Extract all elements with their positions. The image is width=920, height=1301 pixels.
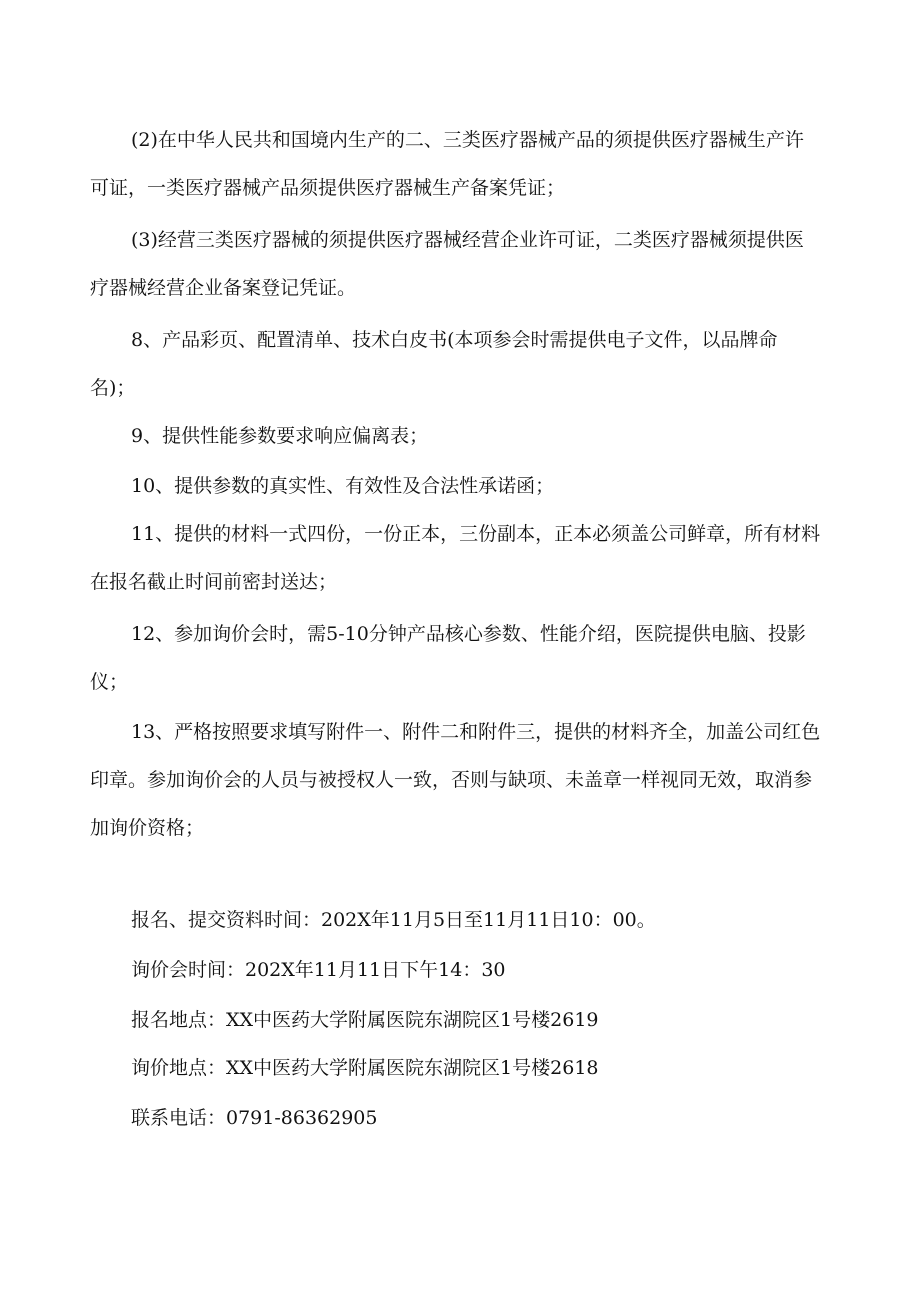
paragraph-item-11 xyxy=(90,510,850,606)
inquiry-place: 询价地点：XX中医药大学附属医院东湖院区1号楼2618 xyxy=(131,1057,599,1079)
inquiry-time: 询价会时间：202X年11月11日下午14：30 xyxy=(131,959,506,981)
paragraph-line: (2)在中华人民共和国境内生产的二、三类医疗器械产品的须提供医疗器械生产许 xyxy=(131,129,804,151)
paragraph-line: 加询价资格； xyxy=(90,817,205,839)
registration-time: 报名、提交资料时间：202X年11月5日至11月11日10：00。 xyxy=(131,909,656,931)
paragraph-line: 9、提供性能参数要求响应偏离表； xyxy=(131,425,429,447)
contact-phone: 联系电话：0791-86362905 xyxy=(131,1107,378,1129)
paragraph-line: (3)经营三类医疗器械的须提供医疗器械经营企业许可证，二类医疗器械须提供医 xyxy=(131,229,804,251)
paragraph-line: 10、提供参数的真实性、有效性及合法性承诺函； xyxy=(131,475,555,497)
paragraph-line: 13、严格按照要求填写附件一、附件二和附件三，提供的材料齐全，加盖公司红色 xyxy=(131,721,821,743)
paragraph-line: 仪； xyxy=(90,671,129,693)
paragraph-line: 名)； xyxy=(90,377,136,399)
paragraph-item-13 xyxy=(90,708,850,852)
registration-place: 报名地点：XX中医药大学附属医院东湖院区1号楼2619 xyxy=(131,1009,599,1031)
paragraph-item-3 xyxy=(90,216,850,312)
paragraph-line: 在报名截止时间前密封送达； xyxy=(90,571,338,593)
paragraph-item-8 xyxy=(90,316,850,412)
paragraph-line: 印章。参加询价会的人员与被授权人一致，否则与缺项、未盖章一样视同无效，取消参 xyxy=(90,769,813,791)
paragraph-line: 可证，一类医疗器械产品须提供医疗器械生产备案凭证； xyxy=(90,177,566,199)
paragraph-line: 11、提供的材料一式四份，一份正本，三份副本，正本必须盖公司鲜章，所有材料 xyxy=(131,523,821,545)
paragraph-item-2 xyxy=(90,116,850,212)
paragraph-item-10 xyxy=(90,462,850,510)
paragraph-line: 疗器械经营企业备案登记凭证。 xyxy=(90,277,357,299)
paragraph-item-12 xyxy=(90,610,850,706)
paragraph-item-9 xyxy=(90,412,850,460)
paragraph-line: 8、产品彩页、配置清单、技术白皮书(本项参会时需提供电子文件，以品牌命 xyxy=(131,329,778,351)
paragraph-line: 12、参加询价会时，需5-10分钟产品核心参数、性能介绍，医院提供电脑、投影 xyxy=(131,623,806,645)
